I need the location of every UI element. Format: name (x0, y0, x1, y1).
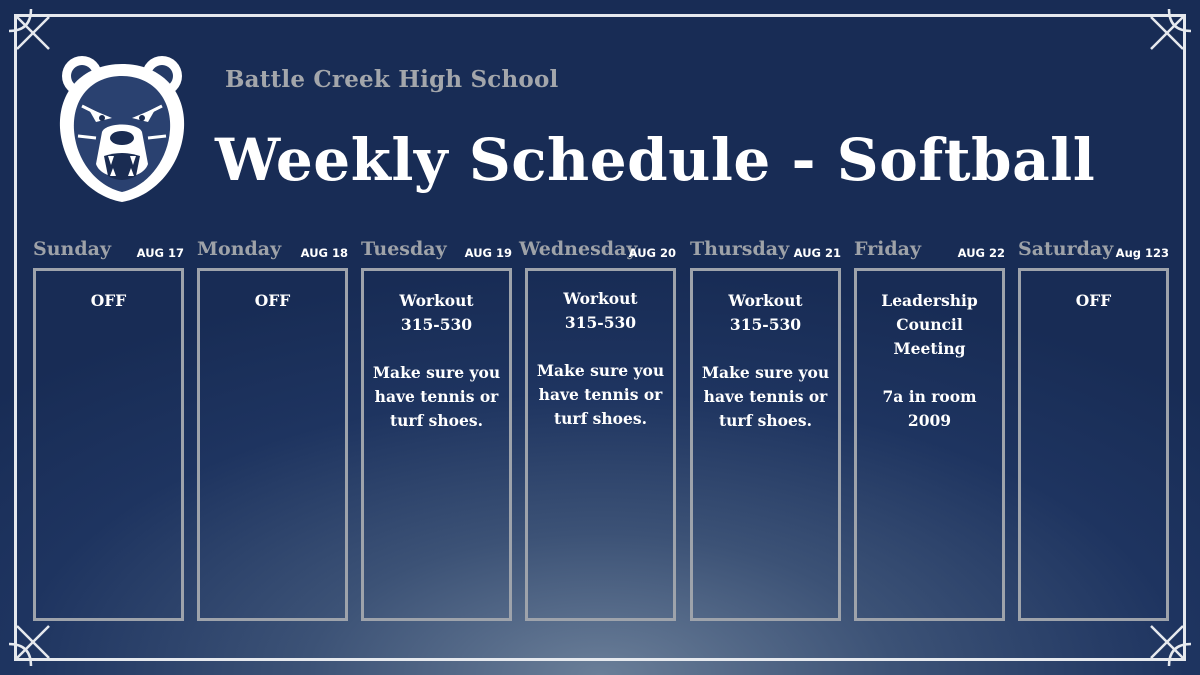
day-date: AUG 17 (136, 246, 184, 260)
school-name: Battle Creek High School (225, 66, 559, 93)
day-date: AUG 22 (957, 246, 1005, 260)
day-name: Monday (197, 238, 282, 260)
day-box-thursday: Workout 315-530 Make sure you have tennis or turf shoes. (690, 268, 841, 621)
day-box-monday: OFF (197, 268, 348, 621)
day-box-saturday: OFF (1018, 268, 1169, 621)
page-title: Weekly Schedule - Softball (215, 126, 1096, 194)
day-date: AUG 19 (464, 246, 512, 260)
day-header-friday (854, 238, 1009, 266)
corner-ornament-icon (1143, 9, 1191, 57)
corner-ornament-icon (1143, 618, 1191, 666)
day-name: Tuesday (361, 238, 447, 260)
day-header-tuesday (361, 238, 516, 266)
day-date: Aug 123 (1115, 246, 1169, 260)
corner-ornament-icon (9, 618, 57, 666)
day-box-friday: Leadership Council Meeting 7a in room 2009 (854, 268, 1005, 621)
day-header-sunday (33, 238, 188, 266)
day-name: Wednesday (519, 238, 638, 260)
day-name: Friday (854, 238, 922, 260)
day-box-sunday: OFF (33, 268, 184, 621)
day-name: Sunday (33, 238, 111, 260)
day-header-saturday (1018, 238, 1173, 266)
day-name: Saturday (1018, 238, 1114, 260)
day-date: AUG 18 (300, 246, 348, 260)
day-box-tuesday: Workout 315-530 Make sure you have tennis or turf shoes. (361, 268, 512, 621)
day-name: Thursday (690, 238, 790, 260)
day-date: AUG 20 (628, 246, 676, 260)
corner-ornament-icon (9, 9, 57, 57)
day-header-thursday (690, 238, 845, 266)
day-header-wednesday (519, 238, 680, 266)
day-box-wednesday: Workout 315-530 Make sure you have tennis or turf shoes. (525, 268, 676, 621)
day-header-monday (197, 238, 352, 266)
bear-mascot-icon (52, 46, 192, 206)
day-date: AUG 21 (793, 246, 841, 260)
